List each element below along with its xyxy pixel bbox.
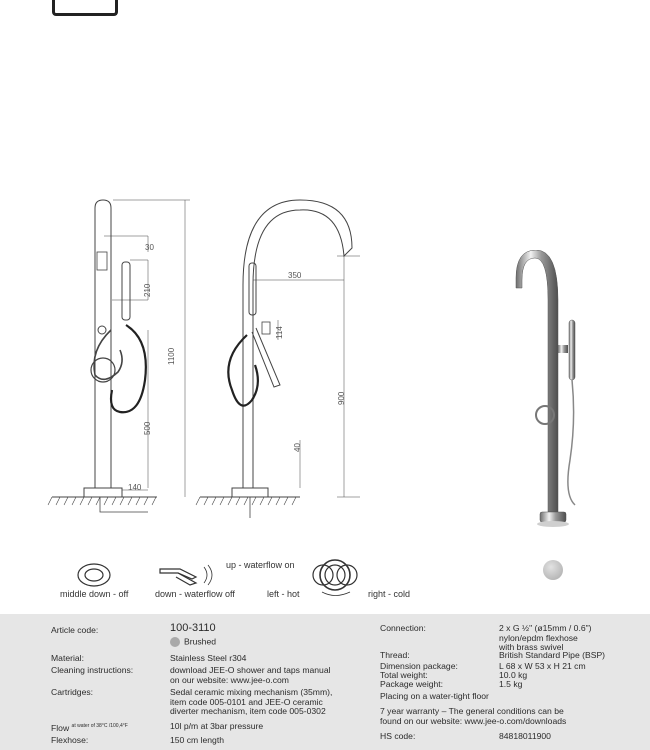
cleaning-value: download JEE-O shower and taps manual on our website: www.jee-o.com bbox=[170, 665, 331, 685]
side-view-drawing bbox=[196, 200, 360, 518]
product-photo bbox=[500, 250, 600, 535]
total-weight-label: Total weight: bbox=[380, 670, 428, 680]
dim-500: 500 bbox=[143, 421, 152, 435]
dim-1100: 1100 bbox=[167, 347, 176, 365]
package-weight-label: Package weight: bbox=[380, 679, 444, 689]
connection-label: Connection: bbox=[380, 623, 426, 633]
handle-down-icon bbox=[160, 565, 212, 585]
dimension-package-label: Dimension package: bbox=[380, 661, 458, 671]
warranty-note: 7 year warranty – The general conditions can be found on our website: www.jee-o.com/downloads bbox=[380, 706, 567, 726]
handle-middle-icon bbox=[78, 564, 110, 586]
flow-label: Flow bbox=[51, 722, 70, 733]
cartridges-value: Sedal ceramic mixing mechanism (35mm), item code 005-0101 and JEE-O ceramic diverter mechanism, item code 005-0302 bbox=[170, 687, 333, 716]
connection-value: 2 x G ½" (ø15mm / 0.6") nylon/epdm flexhose with brass swivel bbox=[499, 623, 592, 652]
dim-140: 140 bbox=[128, 483, 142, 492]
total-weight-value: 10.0 kg bbox=[499, 670, 528, 680]
flexhose-label: Flexhose: bbox=[51, 735, 89, 745]
material-label: Material: bbox=[51, 653, 84, 663]
finish-row bbox=[170, 637, 216, 647]
thread-label: Thread: bbox=[380, 650, 410, 660]
dim-114: 114 bbox=[275, 326, 284, 339]
legend-down-label: down - waterflow off bbox=[155, 589, 235, 599]
cleaning-label: Cleaning instructions: bbox=[51, 665, 134, 675]
specifications-panel bbox=[0, 614, 650, 750]
article-code-label: Article code: bbox=[51, 625, 99, 635]
article-code-value: 100-3110 bbox=[170, 622, 216, 634]
legend-middle-label: middle down - off bbox=[60, 589, 129, 599]
dim-900: 900 bbox=[337, 391, 346, 405]
faucet-render-svg bbox=[500, 250, 600, 535]
flow-conditions: at water of 38°C /100,4°F bbox=[71, 723, 128, 729]
handle-rotation-icon bbox=[313, 560, 357, 596]
material-value: Stainless Steel r304 bbox=[170, 653, 247, 663]
legend-up-label: up - waterflow on bbox=[226, 560, 295, 570]
finish-label: Brushed bbox=[184, 636, 217, 647]
brand-logo-frame bbox=[52, 0, 118, 16]
hs-code-label: HS code: bbox=[380, 731, 416, 741]
dim-210: 210 bbox=[143, 283, 152, 297]
cartridges-label: Cartridges: bbox=[51, 687, 94, 697]
thread-value: British Standard Pipe (BSP) bbox=[499, 650, 606, 660]
placing-note: Placing on a water-tight floor bbox=[380, 691, 489, 701]
dim-40: 40 bbox=[293, 443, 302, 452]
legend-right-label: right - cold bbox=[368, 589, 411, 599]
flow-label-row bbox=[51, 722, 128, 733]
legend-left-label: left - hot bbox=[267, 589, 300, 599]
dimension-package-value: L 68 x W 53 x H 21 cm bbox=[499, 661, 586, 671]
hs-code-value: 84818011900 bbox=[499, 731, 551, 741]
dim-350: 350 bbox=[288, 271, 302, 280]
handle-legend bbox=[0, 555, 650, 605]
flow-value: 10l p/m at 3bar pressure bbox=[170, 721, 264, 731]
flexhose-value: 150 cm length bbox=[170, 735, 224, 745]
package-weight-value: 1.5 kg bbox=[499, 679, 523, 689]
dim-30: 30 bbox=[145, 243, 154, 252]
finish-color-dot bbox=[170, 637, 180, 647]
